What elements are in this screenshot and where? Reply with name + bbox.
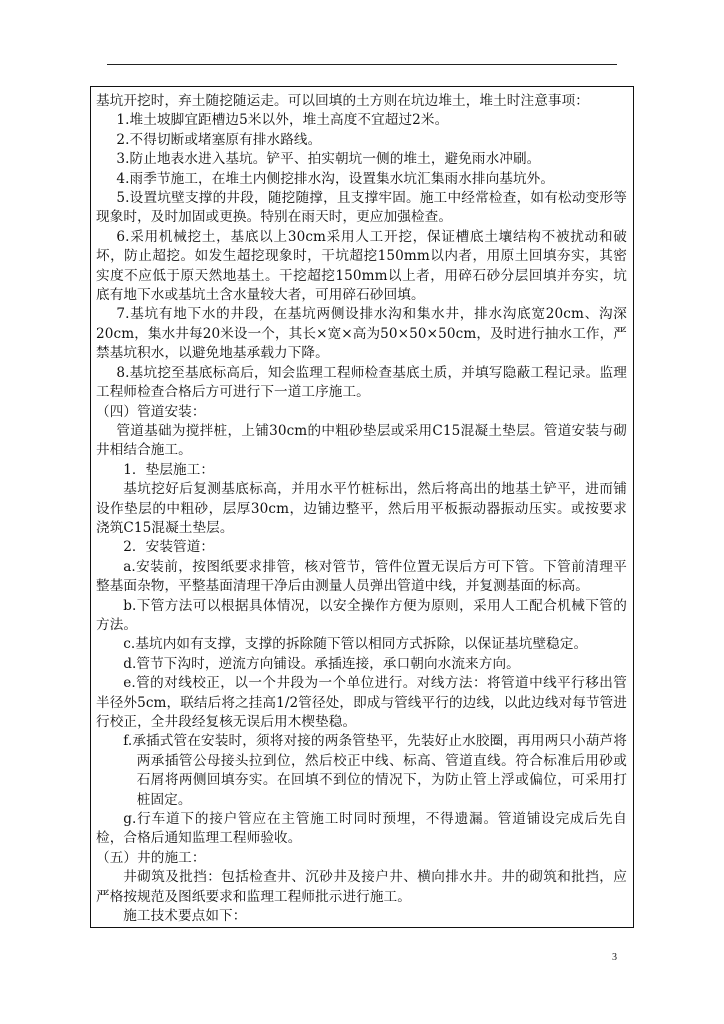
subheading: 1．垫层施工： (123, 461, 215, 478)
paragraph: 基坑挖好后复测基底标高，并用水平竹桩标出，然后将高出的地基土铲平，进而铺设作垫层的中粗砂，层厚30cm，边铺边整平，然后用平板振动器振动压实。或按要求浇筑C15混凝土垫层。 (96, 481, 627, 536)
paragraph: 基坑开挖时，弃土随挖随运走。可以回填的土方则在坑边堆土，堆土时注意事项： (96, 93, 589, 109)
paragraph: d.管节下沟时，逆流方向铺设。承插连接，承口朝向水流来方向。 (123, 655, 520, 672)
paragraph: 井砌筑及批挡：包括检查井、沉砂井及接户井、横向排水井。井的砌筑和批挡，应严格按规范及图纸要求和监理工程师批示进行施工。 (96, 869, 627, 905)
section-heading: （四）管道安装： (96, 403, 206, 420)
section-heading: （五）井的施工： (96, 849, 206, 866)
paragraph: 6.采用机械挖土，基底以上30cm采用人工开挖，保证槽底土壤结构不被扰动和破坏，防止超挖。如发生超挖现象时，干坑超挖150mm以内者，用原土回填夯实，其密实度不应低于原天然地基土。干挖超挖150mm以上者，用碎石砂分层回填并夯实，坑底有地下水或基坑土含水量较大者，可用碎石砂回填。 (96, 228, 627, 304)
paragraph: 1.堆土坡脚宜距槽边5米以外，堆土高度不宜超过2米。 (116, 112, 449, 129)
paragraph: b.下管方法可以根据具体情况，以安全操作方便为原则，采用人工配合机械下管的方法。 (96, 597, 627, 633)
paragraph: f.承插式管在安装时，须将对接的两条管垫平，先装好止水胶圈，再用两只小葫芦将两承插管公母接头拉到位，然后校正中线、标高、管道直线。符合标准后用砂或石屑将两侧回填夯实。在回填不到位的情况下，为防止管上浮或偏位，可采用打桩固定。 (123, 733, 627, 808)
paragraph: c.基坑内如有支撑，支撑的拆除随下管以相同方式拆除，以保证基坑壁稳定。 (123, 636, 588, 653)
paragraph: 3.防止地表水进入基坑。铲平、拍实朝坑一侧的堆土，避免雨水冲刷。 (116, 151, 541, 168)
content-frame (90, 86, 634, 928)
paragraph: e.管的对线校正，以一个井段为一个单位进行。对线方法：将管道中线平行移出管半径外5cm，联结后将之挂高1/2管径处，即成与管线平行的边线，以此边线对每节管进行校正，全井段经复核无误后用木楔垫稳。 (96, 675, 627, 730)
paragraph: 施工技术要点如下： (123, 908, 247, 925)
subheading: 2．安装管道： (123, 539, 215, 556)
paragraph: 8.基坑挖至基底标高后，知会监理工程师检查基底土质，并填写隐蔽工程记录。监理工程师检查合格后方可进行下一道工序施工。 (96, 364, 627, 401)
paragraph: g.行车道下的接户管应在主管施工时同时预埋，不得遗漏。管道铺设完成后先自检，合格后通知监理工程师验收。 (96, 811, 627, 847)
paragraph: 7.基坑有地下水的井段，在基坑两侧设排水沟和集水井，排水沟底宽20cm、沟深20cm，集水井每20米设一个，其长×宽×高为50×50×50cm，及时进行抽水工作，严禁基坑积水，以避免地基承载力下降。 (96, 306, 627, 362)
paragraph: 5.设置坑壁支撑的井段，随挖随撑，且支撑牢固。施工中经常检查，如有松动变形等现象时，及时加固或更换。特别在雨天时，更应加强检查。 (96, 190, 627, 226)
paragraph: 管道基础为搅拌桩，上铺30cm的中粗砂垫层或采用C15混凝土垫层。管道安装与砌井相结合施工。 (96, 422, 627, 459)
paragraph: a.安装前，按图纸要求排管，核对管节，管件位置无误后方可下管。下管前清理平整基面杂物，平整基面清理干净后由测量人员弹出管道中线，并复测基面的标高。 (96, 558, 627, 595)
header-rule (107, 64, 617, 65)
body-text (96, 92, 627, 926)
paragraph: 2.不得切断或堵塞原有排水路线。 (116, 131, 322, 148)
page-number: 3 (612, 952, 617, 963)
paragraph: 4.雨季节施工，在堆土内侧挖排水沟，设置集水坑汇集雨水排向基坑外。 (116, 170, 555, 187)
